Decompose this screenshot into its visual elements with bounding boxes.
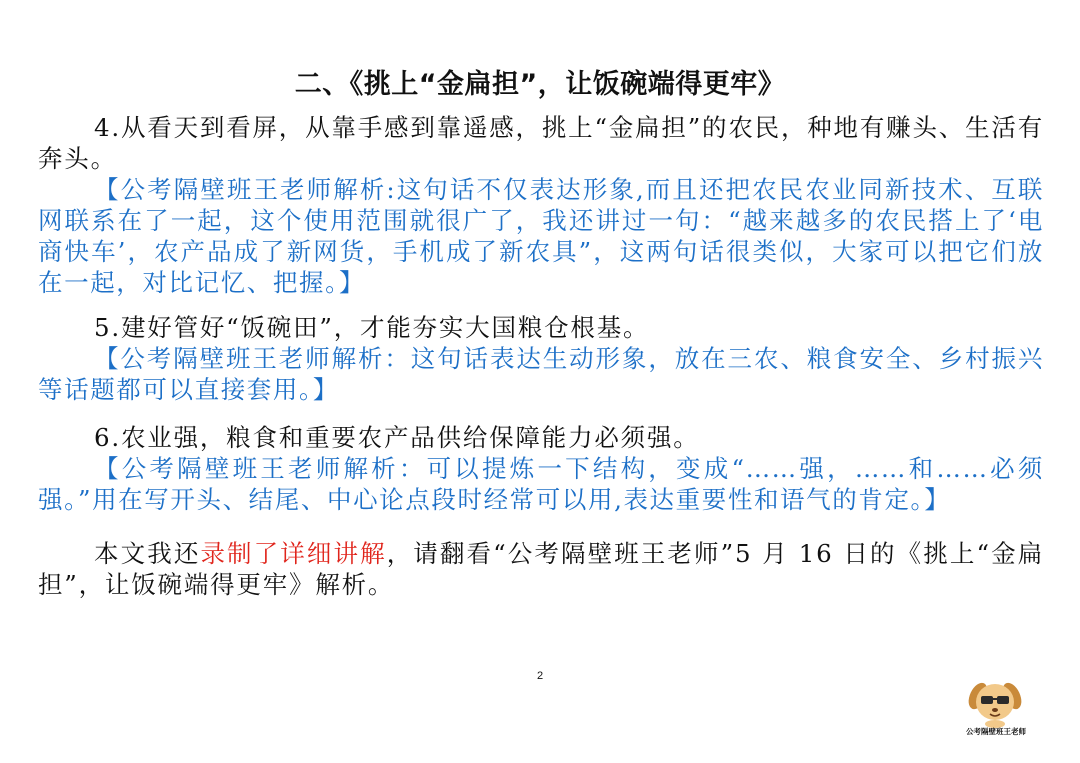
section-title: 二、《挑上“金扁担”，让饭碗端得更牢》 <box>294 69 786 100</box>
item-6-analysis: 【公考隔壁班王老师解析：可以提炼一下结构，变成“……强，……和……必须强。”用在写开头、结尾、中心论点段时经常可以用,表达重要性和语气的肯定。】 <box>38 454 1044 514</box>
page-number: 2 <box>536 670 544 682</box>
closing-paragraph <box>38 538 1044 600</box>
closing-text-after: ，请翻看“公考隔壁班王老师”5 月 16 日的《挑上“金扁担”，让饭碗端得更牢》解析。 <box>38 539 1044 599</box>
item-5-text: 5.建好管好“饭碗田”，才能夯实大国粮仓根基。 <box>94 313 650 342</box>
closing-text-before: 本文我还 <box>94 539 201 568</box>
item-5-analysis: 【公考隔壁班王老师解析：这句话表达生动形象，放在三农、粮食安全、乡村振兴等话题都可以直接套用。】 <box>38 344 1044 404</box>
item-4-text: 4.从看天到看屏，从靠手感到靠遥感，挑上“金扁担”的农民，种地有赚头、生活有奔头。 <box>38 113 1044 173</box>
item-6-text: 6.农业强，粮食和重要农产品供给保障能力必须强。 <box>94 423 700 452</box>
closing-highlight: 录制了详细讲解 <box>200 539 387 568</box>
logo-caption: 公考隔壁班王老师 <box>966 727 1026 736</box>
item-4-analysis: 【公考隔壁班王老师解析:这句话不仅表达形象,而且还把农民农业同新技术、互联网联系在了一起，这个使用范围就很广了，我还讲过一句：“越来越多的农民搭上了‘电商快车’，农产品成了新网货，手机成了新农具”，这两句话很类似，大家可以把它们放在一起，对比记忆、把握。】 <box>38 175 1044 297</box>
